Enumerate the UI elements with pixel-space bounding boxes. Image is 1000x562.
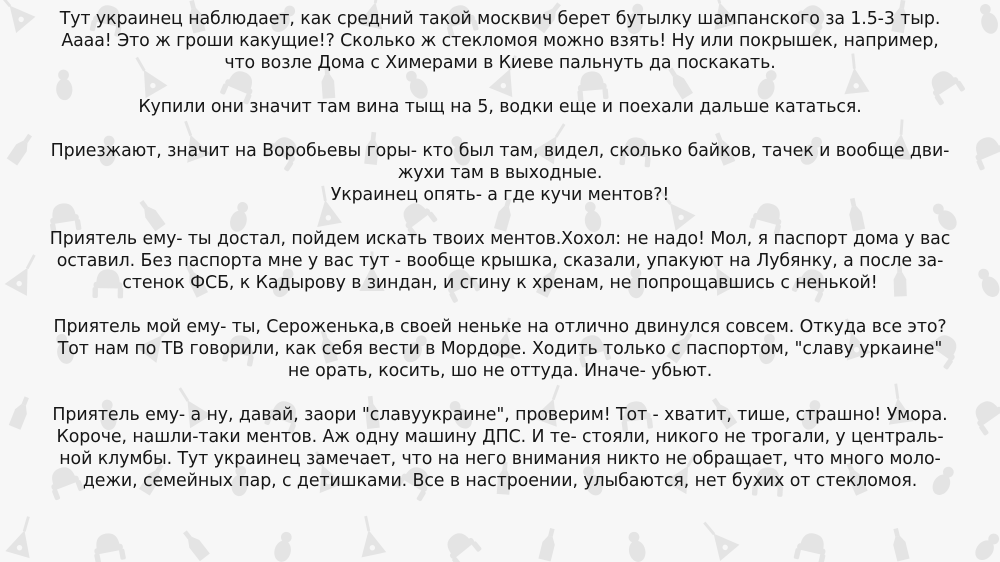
text-line: Украинец опять- а где кучи ментов?! (330, 185, 670, 205)
text-line: Приятель мой ему- ты, Сероженька,в своей неньке на отлично двинулся совсем. Откуда все это? (53, 317, 947, 337)
text-line: Приятель ему- а ну, давай, заори "славуукраине", проверим! Тот - хватит, тише, страшно! Умора. (52, 405, 948, 425)
paragraph (0, 316, 1000, 382)
text-line: Приезжают, значит на Воробьевы горы- кто был там, видел, сколько байков, тачек и вообще дви- (50, 141, 950, 161)
balalaika-icon (695, 514, 740, 561)
paragraph (0, 140, 1000, 206)
paragraph (0, 96, 1000, 118)
text-line: Приятель ему- ты достал, пойдем искать твоих ментов.Хохол: не надо! Мол, я паспорт дома у вас (49, 229, 951, 249)
text-line: Короче, нашли-таки ментов. Аж одну машину ДПС. И те- стояли, никого не трогали, у централь- (56, 427, 944, 447)
text-line: Тот нам по ТВ говорили, как себя вести в Мордоре. Ходить только с паспортом, "славу уркаине" (57, 339, 943, 359)
balalaika-icon (353, 513, 386, 557)
ushanka-hat-icon (440, 527, 482, 562)
balalaika-icon (5, 513, 40, 558)
ushanka-hat-icon (91, 531, 127, 562)
text-line: стенок ФСБ, к Кадырову в зиндан, и сгину к хренам, не попрощавшись с ненькой! (122, 273, 878, 293)
bottle-icon (890, 527, 910, 561)
matryoshka-icon (972, 530, 1000, 562)
text-line: Тут украинец наблюдает, как средний такой москвич берет бутылку шампанского за 1.5-3 тыр. (59, 9, 941, 29)
text-line: Аааа! Это ж гроши какущие!? Сколько ж стекломоя можно взять! Ну или покрышек, например, (61, 31, 939, 51)
text-line: жухи там в выходные. (397, 163, 603, 183)
text-line: оставил. Без паспорта мне у вас тут - вообще крышка, сказали, упакуют на Лубянку, а после за- (56, 251, 944, 271)
text-line: Купили они значит там вина тыщ на 5, водки еще и поехали дальше кататься. (138, 97, 862, 117)
paragraph (0, 228, 1000, 294)
text-line: что возле Дома с Химерами в Киеве пальнуть да поскакать. (224, 53, 776, 73)
matryoshka-icon (272, 530, 296, 562)
paragraph (0, 8, 1000, 74)
matryoshka-icon (625, 530, 648, 562)
article-text (0, 8, 1000, 492)
text-line: дежи, семейных пар, с детишками. Все в настроении, улыбаются, нет бухих от стекломоя. (82, 471, 918, 491)
text-line: ной клумбы. Тут украинец замечает, что на него внимания никто не обращает, что много моло- (59, 449, 941, 469)
bottle-icon (180, 528, 210, 561)
text-line: не орать, косить, шо не оттуда. Иначе- убьют. (287, 361, 713, 381)
bottle-icon (538, 527, 558, 561)
paragraph (0, 404, 1000, 492)
ushanka-hat-icon (793, 530, 829, 562)
